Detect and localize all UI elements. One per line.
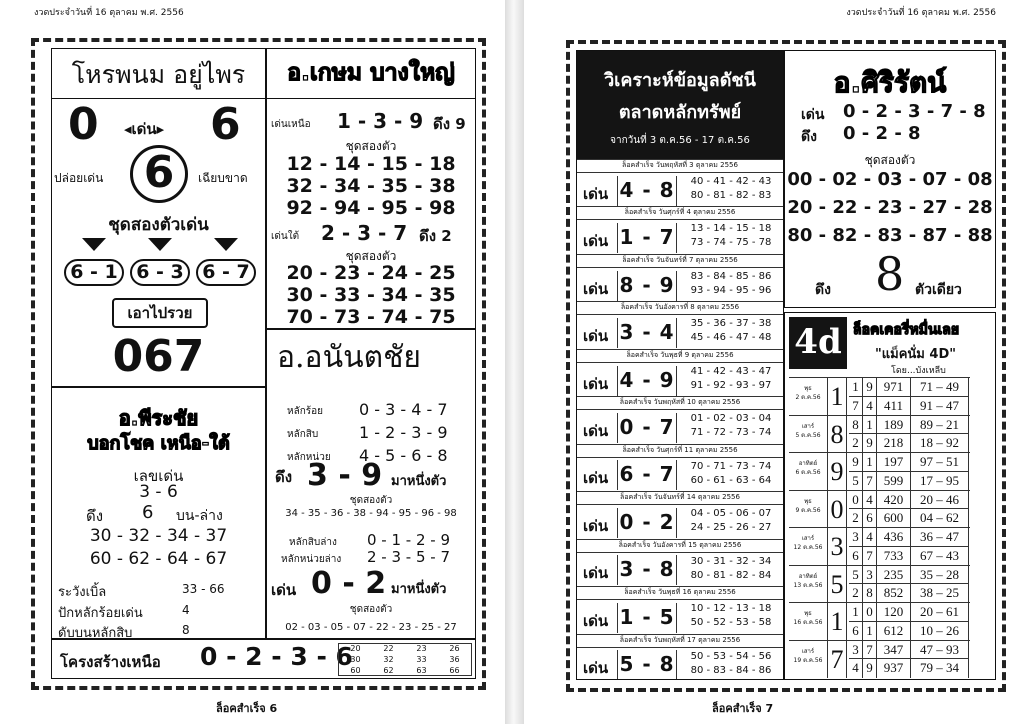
- row-date-text: 2 ต.ค.56: [795, 394, 821, 401]
- row-cell: 347: [877, 641, 911, 660]
- structure-bar: [51, 639, 476, 679]
- row-cell: 91 – 47: [911, 397, 969, 416]
- day-box: [577, 634, 783, 680]
- structure-digits: 0 - 2 - 3 - 6: [200, 642, 353, 671]
- row-cell: 420: [877, 491, 911, 510]
- row-cell: 189: [877, 416, 911, 435]
- row-cell: 9: [863, 378, 877, 397]
- number-row: 60 - 62 - 64 - 67: [89, 549, 228, 569]
- row-cell: 1: [863, 416, 877, 435]
- day-label: เด่น: [583, 659, 609, 678]
- row-cell: 218: [877, 434, 911, 453]
- row-cell: 852: [877, 584, 911, 603]
- panel-subtitle: บอกโชค เหนือ-ใต้: [87, 433, 230, 454]
- tens-value: 8: [182, 623, 190, 637]
- row-big-digit: 1: [827, 603, 847, 641]
- day-label: เด่น: [583, 232, 609, 251]
- row-cell: 8: [849, 416, 863, 435]
- day-row: 83 - 84 - 85 - 86: [690, 270, 772, 282]
- day-label: เด่น: [583, 564, 609, 583]
- main-digits: 0 - 2 - 3 - 7 - 8: [843, 101, 986, 122]
- day-box: [577, 491, 783, 538]
- pull-suffix: บน-ล่าง: [176, 508, 223, 524]
- row-cell: 9: [863, 434, 877, 453]
- row-cell: 0: [849, 491, 863, 510]
- day-digits: 6 - 7: [617, 460, 677, 490]
- day-digits: 0 - 2: [617, 508, 677, 538]
- row-day: พุธ: [804, 610, 812, 617]
- day-row: 45 - 46 - 47 - 48: [690, 332, 772, 344]
- bottom-label: เด่นใต้: [271, 231, 300, 242]
- panel-title: อ.อนันตชัย: [277, 340, 422, 375]
- day-row: 01 - 02 - 03 - 04: [690, 413, 772, 425]
- top-digits: 1 - 3 - 9: [337, 109, 424, 133]
- sharp-label: เฉียบขาด: [198, 171, 248, 185]
- row-cell: 8: [863, 584, 877, 603]
- row-date-text: 5 ต.ค.56: [795, 431, 821, 439]
- row-date-text: 6 ต.ค.56: [795, 469, 821, 476]
- row-cell: 7: [863, 472, 877, 491]
- pull-digits: 0 - 2 - 8: [843, 123, 921, 144]
- set-row: 70 - 73 - 74 - 75: [286, 306, 456, 328]
- row-cell: 20 – 61: [911, 603, 969, 622]
- day-digits: 4 - 9: [617, 366, 677, 396]
- grid-row: [339, 655, 471, 666]
- day-date: ล็อคสำเร็จ วันศุกร์ที่ 4 ตุลาคม 2556: [577, 207, 783, 220]
- row-cell: 38 – 25: [911, 584, 969, 603]
- row-cell: 7: [863, 547, 877, 566]
- panel-horpanom: [51, 48, 266, 387]
- arrow-down-icon: [214, 238, 238, 251]
- row-day: เสาร์: [801, 647, 815, 655]
- day-row: 93 - 94 - 95 - 96: [690, 284, 772, 296]
- row-cell: 10 – 26: [911, 622, 969, 641]
- big-number: 067: [112, 331, 205, 382]
- row-cell: 20 – 46: [911, 491, 969, 510]
- day-row: 80 - 81 - 82 - 84: [690, 569, 772, 581]
- row-cell: 2: [849, 434, 863, 453]
- day-row: 70 - 71 - 73 - 74: [690, 460, 772, 472]
- day-row: 10 - 12 - 13 - 18: [690, 603, 772, 615]
- row-date: [791, 647, 825, 665]
- lower-units-digits: 2 - 3 - 5 - 7: [367, 548, 451, 566]
- tens-digits: 1 - 2 - 3 - 9: [359, 423, 448, 442]
- grid-cell: 22: [383, 644, 394, 653]
- row-day: อาทิตย์: [798, 572, 818, 580]
- set-row: 02 - 03 - 05 - 07 - 22 - 23 - 25 - 27: [285, 622, 457, 633]
- day-date: ล็อคสำเร็จ วันพฤหัสที่ 10 ตุลาคม 2556: [577, 397, 783, 410]
- day-digits: 1 - 7: [617, 223, 677, 253]
- panel-peerachai: [51, 387, 266, 639]
- row-cell: 9: [863, 659, 877, 678]
- panel-title: อ.เกษม บางใหญ่: [267, 55, 475, 99]
- pull-suffix: มาหนึ่งตัว: [391, 474, 447, 489]
- analysis-period: จากวันที่ 3 ต.ค.56 - 17 ต.ค.56: [610, 135, 750, 146]
- row-cell: 79 – 34: [911, 659, 969, 678]
- lock4d-row: [789, 452, 970, 490]
- row-date: [791, 497, 825, 515]
- row-date-text: 9 ต.ค.56: [795, 506, 821, 514]
- row-cell: 937: [877, 659, 911, 678]
- grid-cell: 62: [383, 666, 394, 675]
- grid-cell: 63: [416, 666, 427, 675]
- row-cell: 971: [877, 378, 911, 397]
- lower-tens-digits: 0 - 1 - 2 - 9: [367, 531, 451, 549]
- row-cell: 7: [849, 397, 863, 416]
- set-title: ชุดสองตัว: [864, 153, 916, 167]
- day-digits: 3 - 4: [617, 318, 677, 348]
- units-label: หลักหน่วย: [287, 452, 331, 463]
- lock4d-row: [789, 602, 970, 640]
- hundreds-label: ปักหลักร้อยเด่น: [58, 606, 143, 621]
- row-cell: 2: [849, 584, 863, 603]
- page-gutter: [505, 0, 524, 724]
- grid-cell: 36: [449, 655, 460, 664]
- analysis-title: วิเคราะห์ข้อมูลดัชนี: [604, 70, 756, 91]
- units-digits: 4 - 5 - 6 - 8: [359, 446, 448, 465]
- pair-pill: 6 - 1: [64, 259, 124, 286]
- grid-cell: 32: [383, 655, 394, 664]
- day-box: [577, 396, 783, 443]
- analysis-header: [577, 51, 783, 159]
- day-date: ล็อคสำเร็จ วันจันทร์ที่ 14 ตุลาคม 2556: [577, 492, 783, 505]
- warn-label: ระวังเบิ้ล: [58, 585, 107, 600]
- page-footer: ล็อคสำเร็จ 6: [216, 702, 278, 715]
- lock4d-row: [789, 527, 970, 565]
- row-big-digit: 9: [827, 453, 847, 491]
- row-cell: 89 – 21: [911, 416, 969, 435]
- pull-value: 6: [142, 502, 154, 523]
- day-box: [577, 586, 783, 633]
- row-cell: 436: [877, 528, 911, 547]
- day-row: 91 - 92 - 93 - 97: [690, 379, 772, 391]
- center-digit-circle: 6: [130, 145, 188, 203]
- day-row: 50 - 53 - 54 - 56: [690, 650, 772, 662]
- panel-title: โหรพนม อยู่ไพร: [52, 55, 265, 99]
- row-cell: 71 – 49: [911, 378, 969, 397]
- tens-label: ดับบนหลักสิบ: [58, 626, 133, 639]
- pull-label: ดึง: [801, 129, 817, 145]
- row-cell: 1: [849, 378, 863, 397]
- row-date: [791, 572, 825, 590]
- set-row: 12 - 14 - 15 - 18: [286, 153, 456, 175]
- row-cell: 120: [877, 603, 911, 622]
- row-cell: 35 – 28: [911, 566, 969, 585]
- main-digit-right: 6: [210, 99, 241, 150]
- row-big-digit: 3: [827, 528, 847, 566]
- day-row: 40 - 41 - 42 - 43: [690, 176, 772, 187]
- badge: เอาไปรวย: [112, 298, 208, 328]
- release-label: ปล่อยเด่น: [54, 171, 104, 185]
- lock4d-row: [789, 490, 970, 528]
- row-big-digit: 7: [827, 641, 847, 679]
- row-cell: 4: [863, 491, 877, 510]
- row-day: เสาร์: [801, 535, 815, 542]
- hundreds-label: หลักร้อย: [287, 406, 324, 417]
- day-digits: 1 - 5: [617, 603, 677, 633]
- day-digits: 4 - 8: [617, 176, 677, 206]
- row-cell: 6: [849, 547, 863, 566]
- day-box: [577, 539, 783, 586]
- row-cell: 9: [849, 453, 863, 472]
- tens-label: หลักสิบ: [287, 429, 319, 440]
- row-date: [791, 534, 825, 552]
- day-label: เด่น: [583, 469, 609, 488]
- grid-cell: 30: [350, 655, 361, 664]
- set-title: ชุดสองตัว: [345, 139, 397, 153]
- row-cell: 1: [849, 603, 863, 622]
- row-cell: 733: [877, 547, 911, 566]
- panel-anantachai: [266, 329, 476, 639]
- row-big-digit: 8: [827, 416, 847, 454]
- row-cell: 197: [877, 453, 911, 472]
- set-row: 30 - 33 - 34 - 35: [286, 284, 456, 306]
- day-digits: 3 - 8: [617, 555, 677, 585]
- day-date: ล็อคสำเร็จ วันพุธที่ 9 ตุลาคม 2556: [577, 350, 783, 363]
- lock4d-title: ล็อคเคอรี่หมื่นเลย: [853, 322, 960, 338]
- panel-title: อ.ศิริรัตน์: [833, 66, 947, 99]
- day-digits: 8 - 9: [617, 271, 677, 301]
- row-cell: 6: [863, 509, 877, 528]
- pull-label: ดึง: [86, 507, 104, 525]
- pull-digits: 3 - 9: [307, 458, 383, 493]
- top-label: เด่นเหนือ: [271, 119, 311, 130]
- lock4d-row: [789, 415, 970, 453]
- top-pull: ดึง 9: [433, 115, 466, 133]
- day-date: ล็อคสำเร็จ วันจันทร์ที่ 7 ตุลาคม 2556: [577, 255, 783, 268]
- row-date: [791, 422, 825, 440]
- day-label: เด่น: [583, 516, 609, 535]
- row-cell: 1: [863, 453, 877, 472]
- row-cell: 18 – 92: [911, 434, 969, 453]
- row-date-text: 12 ต.ค.56: [793, 544, 823, 551]
- panel-lock4d: [784, 312, 996, 680]
- day-row: 30 - 31 - 32 - 34: [690, 555, 772, 567]
- lock4d-byline: โดย...บังเหลีบ: [891, 366, 946, 376]
- row-big-digit: 1: [827, 378, 847, 416]
- row-day: พุธ: [804, 497, 812, 505]
- main-label: เลขเด่น: [133, 467, 184, 485]
- grid-cell: 60: [350, 666, 361, 675]
- row-day: อาทิตย์: [798, 460, 818, 467]
- day-row: 35 - 36 - 37 - 38: [690, 318, 772, 330]
- grid-cell: 26: [449, 644, 460, 653]
- row-date: [791, 459, 825, 477]
- row-cell: 67 – 43: [911, 547, 969, 566]
- hundreds-digits: 0 - 3 - 4 - 7: [359, 400, 448, 419]
- row-cell: 4: [863, 528, 877, 547]
- number-row: 30 - 32 - 34 - 37: [89, 526, 228, 546]
- row-big-digit: 5: [827, 566, 847, 604]
- page-header: งวดประจำวันที่ 16 ตุลาคม พ.ศ. 2556: [846, 8, 996, 18]
- arrow-down-icon: [82, 238, 106, 251]
- day-date: ล็อคสำเร็จ วันอังคารที่ 15 ตุลาคม 2556: [577, 540, 783, 553]
- row-cell: 600: [877, 509, 911, 528]
- analysis-title: ตลาดหลักทรัพย์: [618, 102, 742, 123]
- day-row: 73 - 74 - 75 - 78: [690, 237, 772, 249]
- set-row: 32 - 34 - 35 - 38: [286, 175, 456, 197]
- structure-grid: [338, 643, 472, 676]
- day-box: [577, 206, 783, 253]
- row-cell: 3: [849, 641, 863, 660]
- day-box: [577, 349, 783, 396]
- day-digits: 5 - 8: [617, 650, 677, 680]
- main-label: ◂เด่น▸: [124, 120, 165, 138]
- row-cell: 3: [863, 566, 877, 585]
- row-cell: 235: [877, 566, 911, 585]
- panel-kasem: [266, 48, 476, 329]
- set-row: 20 - 23 - 24 - 25: [286, 262, 456, 284]
- pair-pill: 6 - 7: [196, 259, 256, 286]
- row-cell: 1: [863, 622, 877, 641]
- pairs-title: ชุดสองตัวเด่น: [108, 215, 209, 235]
- page-header: งวดประจำวันที่ 16 ตุลาคม พ.ศ. 2556: [34, 8, 184, 18]
- day-box: [577, 159, 783, 206]
- row-cell: 599: [877, 472, 911, 491]
- main-value: 3 - 6: [139, 482, 178, 502]
- set-row: 80 - 82 - 83 - 87 - 88: [787, 225, 993, 246]
- pair-pill: 6 - 3: [130, 259, 190, 286]
- row-big-digit: 0: [827, 491, 847, 529]
- panel-stock-analysis: [576, 50, 784, 680]
- day-box: [577, 444, 783, 491]
- main-label: เด่น: [271, 581, 297, 599]
- row-cell: 2: [849, 509, 863, 528]
- row-cell: 04 – 62: [911, 509, 969, 528]
- day-label: เด่น: [583, 327, 609, 346]
- set-title: ชุดสองตัว: [349, 495, 393, 506]
- day-label: เด่น: [583, 374, 609, 393]
- arrow-down-icon: [148, 238, 172, 251]
- grid-row: [339, 644, 471, 655]
- structure-label: โครงสร้างเหนือ: [60, 653, 161, 671]
- lock4d-row: [789, 565, 970, 603]
- row-date-text: 19 ต.ค.56: [793, 656, 823, 664]
- row-cell: 6: [849, 622, 863, 641]
- row-cell: 5: [849, 566, 863, 585]
- day-row: 41 - 42 - 43 - 47: [690, 365, 772, 377]
- set-title: ชุดสองตัว: [349, 604, 393, 615]
- grid-cell: 23: [416, 644, 427, 653]
- day-date: ล็อคสำเร็จ วันพุธที่ 16 ตุลาคม 2556: [577, 587, 783, 600]
- row-cell: 4: [863, 397, 877, 416]
- grid-cell: 20: [350, 644, 361, 653]
- row-cell: 36 – 47: [911, 528, 969, 547]
- set-row: 92 - 94 - 95 - 98: [286, 197, 456, 219]
- row-cell: 3: [849, 528, 863, 547]
- row-day: เสาร์: [801, 422, 815, 430]
- day-row: 24 - 25 - 26 - 27: [690, 522, 772, 534]
- warn-value: 33 - 66: [182, 582, 225, 596]
- row-cell: 0: [863, 603, 877, 622]
- set-title: ชุดสองตัว: [345, 249, 397, 263]
- single-suffix: ตัวเดียว: [915, 282, 962, 298]
- set-row: 20 - 22 - 23 - 27 - 28: [787, 197, 993, 218]
- hundreds-value: 4: [182, 603, 190, 617]
- logo-4d: 4d: [789, 317, 847, 369]
- right-page: [524, 0, 1024, 724]
- row-date: [791, 609, 825, 627]
- lock4d-subtitle: "แม็คนั่ม 4D": [875, 347, 957, 362]
- day-row: 04 - 05 - 06 - 07: [690, 508, 772, 520]
- row-date-text: 13 ต.ค.56: [793, 581, 823, 589]
- bottom-pull: ดึง 2: [419, 227, 452, 245]
- day-label: เด่น: [583, 421, 609, 440]
- row-cell: 7: [863, 641, 877, 660]
- day-row: 80 - 83 - 84 - 86: [690, 664, 772, 676]
- main-digits: 0 - 2: [311, 566, 387, 601]
- row-cell: 4: [849, 659, 863, 678]
- set-row: 34 - 35 - 36 - 38 - 94 - 95 - 96 - 98: [285, 508, 457, 519]
- day-digits: 0 - 7: [617, 413, 677, 443]
- day-row: 80 - 81 - 82 - 83: [690, 190, 772, 201]
- day-row: 60 - 61 - 63 - 64: [690, 474, 772, 486]
- row-cell: 47 – 93: [911, 641, 969, 660]
- lock4d-row: [789, 377, 970, 415]
- single-digit: 8: [875, 247, 905, 301]
- panel-title: อ.พีระชัย: [118, 406, 199, 430]
- main-suffix: มาหนึ่งตัว: [391, 582, 447, 597]
- row-cell: 5: [849, 472, 863, 491]
- row-cell: 612: [877, 622, 911, 641]
- day-box: [577, 254, 783, 301]
- row-cell: 411: [877, 397, 911, 416]
- row-day: พุธ: [804, 385, 812, 392]
- lower-units-label: หลักหน่วยล่าง: [281, 554, 342, 565]
- day-label: เด่น: [583, 279, 609, 298]
- pull-label: ดึง: [275, 468, 293, 486]
- day-box: [577, 301, 783, 348]
- lock4d-row: [789, 640, 970, 678]
- main-digit-left: 0: [68, 99, 99, 150]
- bottom-digits: 2 - 3 - 7: [321, 221, 408, 245]
- set-row: 00 - 02 - 03 - 07 - 08: [787, 169, 993, 190]
- main-label: เด่น: [801, 107, 825, 123]
- single-label: ดึง: [815, 282, 831, 298]
- day-date: ล็อคสำเร็จ วันพฤหัสที่ 3 ตุลาคม 2556: [577, 160, 783, 173]
- grid-cell: 33: [416, 655, 427, 664]
- row-date-text: 16 ต.ค.56: [793, 619, 823, 626]
- day-date: ล็อคสำเร็จ วันอังคารที่ 8 ตุลาคม 2556: [577, 302, 783, 315]
- day-date: ล็อคสำเร็จ วันศุกร์ที่ 11 ตุลาคม 2556: [577, 445, 783, 458]
- row-cell: 97 – 51: [911, 453, 969, 472]
- grid-cell: 66: [449, 666, 460, 675]
- day-date: ล็อคสำเร็จ วันพฤหัสที่ 17 ตุลาคม 2556: [577, 635, 783, 648]
- day-row: 71 - 72 - 73 - 74: [690, 427, 772, 439]
- left-page: [0, 0, 505, 724]
- day-row: 13 - 14 - 15 - 18: [690, 223, 772, 235]
- page-footer: ล็อคสำเร็จ 7: [712, 702, 774, 715]
- row-date: [791, 384, 825, 402]
- day-row: 50 - 52 - 53 - 58: [690, 617, 772, 629]
- panel-sirirat: [784, 50, 996, 308]
- day-label: เด่น: [583, 184, 609, 203]
- row-cell: 17 – 95: [911, 472, 969, 491]
- lower-tens-label: หลักสิบล่าง: [289, 537, 337, 548]
- grid-row: [339, 666, 471, 677]
- day-label: เด่น: [583, 611, 609, 630]
